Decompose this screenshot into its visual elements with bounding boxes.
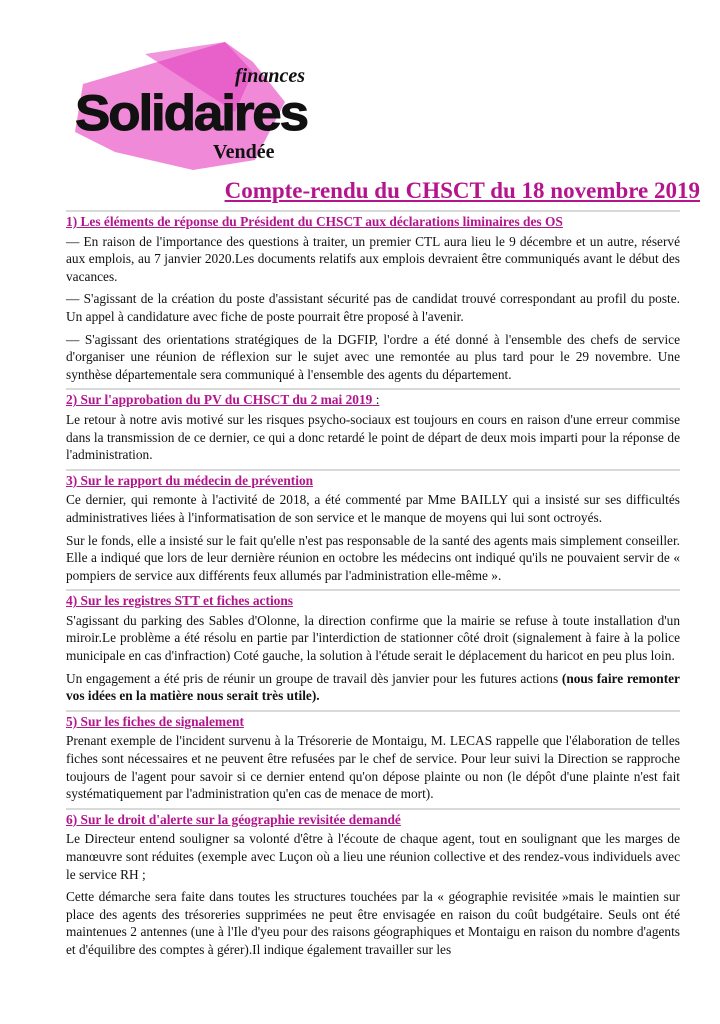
engagement-bold-text: (nous faire remonter vos idées en la matière nous serait très utile). xyxy=(66,670,680,704)
paragraph: Le retour à notre avis motivé sur les risques psycho-sociaux est toujours en cours en raison d'une erreur commise dans la transmission de ce dernier, ce qui a donc retardé le point de départ de deux mois imparti pour la réponse de l'administration. xyxy=(66,411,680,463)
page-title: Compte-rendu du CHSCT du 18 novembre 2019 xyxy=(224,178,700,203)
paragraph: — S'agissant des orientations stratégiques de la DGFIP, l'ordre a été donné à l'ensemble des chefs de service d'organiser une réunion de réflexion sur le sujet avec une remontée au plus tard pour le 29 novembre. Une synthèse départementale sera communiqué à l'ensemble des agents du département. xyxy=(66,331,680,382)
heading-suffix: : xyxy=(372,392,380,408)
paragraph: — S'agissant de la création du poste d'assistant sécurité pas de candidat trouvé correspondant au profil du poste. Un appel à candidature avec fiche de poste pourrait être proposé à l'avenir. xyxy=(66,291,680,324)
paragraph: Le Directeur entend souligner sa volonté d'être à l'écoute de chaque agent, tout en soulignant que les marges de manœuvre sont réduites (exemple avec Luçon où a lieu une réunion collective et des rendez-vous individuels avec le service RH ; xyxy=(66,831,680,882)
paragraph: — En raison de l'importance des questions à traiter, un premier CTL aura lieu le 9 décembre et un autre, réservé aux emplois, au 7 janvier 2020.Les documents relatifs aux emplois devraient être communiqués avant le début des vacances. xyxy=(66,233,680,284)
logo-main-text: Solidaires xyxy=(75,85,308,141)
solidaires-logo-icon xyxy=(75,42,315,170)
paragraph: S'agissant du parking des Sables d'Olonne, la direction confirme que la mairie se refuse à toute installation d'un miroir.Le problème a été résolu en partie par l'interdiction de stationner côté droit (signalement à faire à la police municipale en cas d'infraction) Coté gauche, la solution à l'étude serait le déplacement du haricot en peu plus loin. xyxy=(66,612,680,664)
section-heading-1: 1) Les éléments de réponse du Président du CHSCT aux déclarations liminaires des OS xyxy=(66,210,680,231)
paragraph: Cette démarche sera faite dans toutes les structures touchées par la « géographie revisitée »mais le maintien sur place des agents des trésoreries supprimées ne peut être envisagée en raison du coût budgétaire. Seuls ont été maintenues 2 antennes (une à l'Ile d'yeu pour des raisons géographiques et Montaigu en raison du nombre d'agents et d'équilibre des comptes à gérer).Il indique également travailler sur les xyxy=(66,889,680,957)
section-heading-5: 5) Sur les fiches de signalement xyxy=(66,710,680,731)
paragraph: Ce dernier, qui remonte à l'activité de 2018, a été commenté par Mme BAILLY qui a insisté sur ses difficultés administratives liées à l'informatisation de son service et le manque de moyens qui lui sont octroyés. xyxy=(66,492,680,525)
section-heading-6: 6) Sur le droit d'alerte sur la géographie revisitée demandé xyxy=(66,808,680,829)
section-heading-2: 2) Sur l'approbation du PV du CHSCT du 2 mai 2019 : xyxy=(66,388,680,409)
paragraph-engagement xyxy=(66,670,680,705)
logo-region-text: Vendée xyxy=(213,141,275,163)
logo xyxy=(75,42,315,170)
logo-sub-text: finances xyxy=(235,65,305,87)
paragraph: Sur le fonds, elle a insisté sur le fait qu'elle n'est pas responsable de la santé des agents mais simplement conseiller. Elle a indiqué que lors de leur dernière réunion en octobre les médecins ont indiqué qu'ils ne pouvaient servir de « pompiers de service aux différents feux allumés par l'administration elle-même ». xyxy=(66,532,681,583)
section-heading-4: 4) Sur les registres STT et fiches actions xyxy=(66,589,680,610)
engagement-text: Un engagement a été pris de réunir un groupe de travail dès janvier pour les futures actions xyxy=(66,670,562,686)
document-body xyxy=(66,208,680,964)
section-heading-3: 3) Sur le rapport du médecin de prévention xyxy=(66,469,680,490)
paragraph: Prenant exemple de l'incident survenu à la Trésorerie de Montaigu, M. LECAS rappelle que l'élaboration de telles fiches sont nécessaires et ne peuvent être refusées par le chef de service. Pour leur suivi la Direction se rapproche toujours de l'agent pour savoir si ce dernier entend qu'on dépose plainte ou non (le dépôt d'une plainte n'est fait systématiquement par l'administration qu'en cas de menace de mort). xyxy=(66,733,680,802)
